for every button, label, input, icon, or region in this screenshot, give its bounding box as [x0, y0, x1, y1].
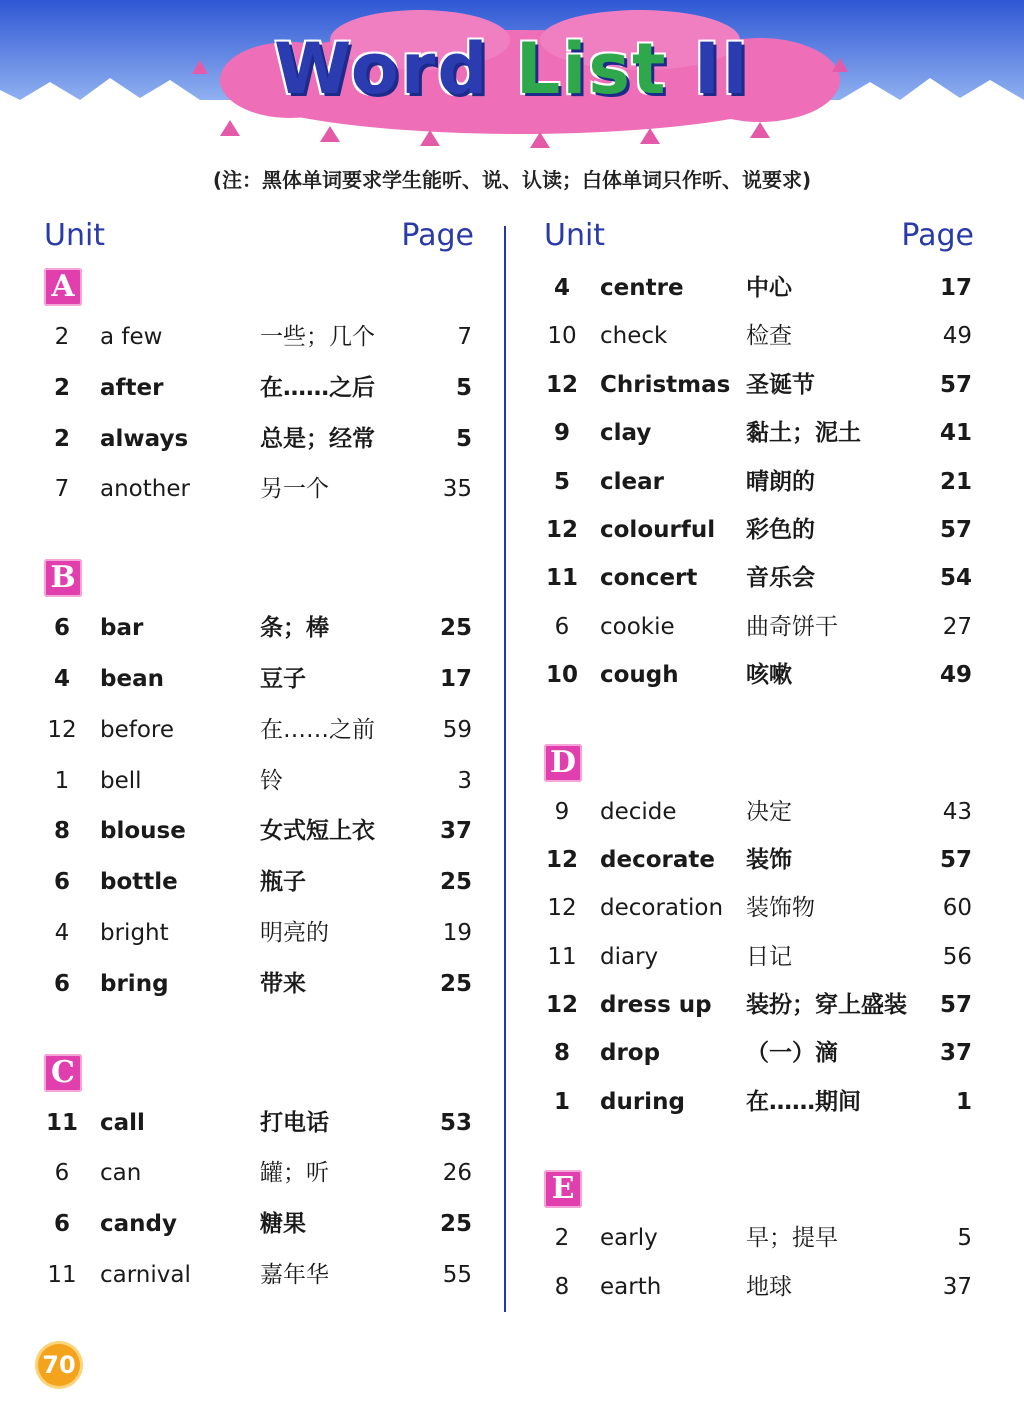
- english-word: decoration: [600, 895, 724, 922]
- chinese-meaning: 彩色的: [746, 516, 815, 543]
- page-reference: 27: [942, 613, 972, 640]
- chinese-meaning: 中心: [746, 275, 792, 301]
- chinese-meaning: 咳嗽: [746, 662, 792, 689]
- section-letter-badge: C: [44, 1054, 82, 1092]
- chinese-meaning: 黏土；泥土: [746, 420, 861, 447]
- word-row: [36, 857, 476, 908]
- letter-section: [36, 1050, 476, 1301]
- english-word: after: [100, 374, 164, 401]
- page-reference: 57: [939, 992, 972, 1019]
- word-row: [36, 312, 476, 363]
- unit-number: 1: [54, 767, 70, 794]
- page-reference: 49: [939, 662, 972, 689]
- page-reference: 17: [939, 275, 972, 301]
- column-divider: [504, 226, 506, 1312]
- unit-number: 6: [554, 613, 570, 640]
- english-word: blouse: [100, 818, 186, 845]
- unit-number: 12: [545, 846, 578, 873]
- page-reference: 26: [442, 1160, 472, 1187]
- english-word: drop: [600, 1040, 661, 1067]
- section-letter-badge: E: [544, 1170, 582, 1208]
- page-number-badge: 70: [38, 1344, 80, 1386]
- english-word: concert: [600, 565, 698, 592]
- english-word: clear: [600, 468, 664, 495]
- page-reference: 60: [942, 895, 972, 922]
- english-word: colourful: [600, 516, 716, 543]
- page-reference: 55: [442, 1261, 472, 1288]
- unit-number: 9: [554, 798, 570, 825]
- unit-number: 4: [553, 275, 570, 301]
- word-row: [36, 414, 476, 465]
- english-word: candy: [100, 1211, 177, 1238]
- word-row: [536, 1214, 976, 1262]
- unit-number: 5: [553, 468, 570, 495]
- unit-number: 8: [53, 818, 70, 845]
- english-word: centre: [600, 275, 684, 301]
- page-reference: 37: [439, 818, 472, 845]
- word-row: [36, 908, 476, 959]
- unit-number: 7: [54, 476, 70, 503]
- page-reference: 5: [455, 425, 472, 452]
- english-word: during: [600, 1088, 685, 1115]
- left-word-sections: [36, 264, 476, 1301]
- letter-section: [536, 264, 976, 700]
- unit-number: 4: [53, 665, 70, 692]
- page-reference: 57: [939, 371, 972, 398]
- section-letter-badge: D: [544, 744, 582, 782]
- word-row: [536, 651, 976, 699]
- word-row: [536, 312, 976, 360]
- word-row: [36, 654, 476, 705]
- instruction-note: (注：黑体单词要求学生能听、说、认读；白体单词只作听、说要求): [212, 168, 812, 192]
- english-word: another: [100, 476, 190, 503]
- chinese-meaning: 豆子: [260, 665, 306, 692]
- word-row: [536, 788, 976, 836]
- word-row: [536, 1078, 976, 1126]
- word-row: [536, 361, 976, 409]
- chinese-meaning: 地球: [746, 1273, 792, 1300]
- chinese-meaning: 音乐会: [746, 565, 815, 592]
- chinese-meaning: 决定: [746, 798, 792, 825]
- chinese-meaning: 在……期间: [746, 1088, 861, 1115]
- english-word: earth: [600, 1273, 662, 1300]
- unit-number: 6: [54, 1160, 70, 1187]
- letter-section: [36, 555, 476, 1009]
- unit-number: 10: [547, 323, 577, 350]
- english-word: cough: [600, 662, 679, 689]
- right-column: [536, 218, 976, 1351]
- page-reference: 49: [942, 323, 972, 350]
- english-word: bar: [100, 615, 144, 642]
- chinese-meaning: 打电话: [260, 1109, 329, 1136]
- word-row: [536, 458, 976, 506]
- page-reference: 25: [439, 970, 472, 997]
- unit-number: 12: [547, 895, 577, 922]
- unit-number: 12: [545, 516, 578, 543]
- word-row: [36, 603, 476, 654]
- page-reference: 41: [939, 420, 972, 447]
- unit-number: 9: [553, 420, 570, 447]
- chinese-meaning: 晴朗的: [746, 468, 815, 495]
- chinese-meaning: 罐；听: [260, 1160, 329, 1187]
- chinese-meaning: 圣诞节: [746, 371, 815, 398]
- title-word-2: List: [515, 28, 668, 110]
- page-reference: 56: [942, 943, 972, 970]
- english-word: decide: [600, 798, 677, 825]
- english-word: bright: [100, 919, 169, 946]
- english-word: cookie: [600, 613, 675, 640]
- english-word: early: [600, 1225, 658, 1252]
- chinese-meaning: 条；棒: [260, 615, 329, 642]
- english-word: before: [100, 716, 175, 743]
- chinese-meaning: 在……之后: [260, 374, 375, 401]
- chinese-meaning: 带来: [260, 970, 306, 997]
- column-header: [36, 218, 476, 264]
- right-word-sections: [536, 264, 976, 1311]
- english-word: carnival: [100, 1261, 191, 1288]
- word-row: [536, 981, 976, 1029]
- english-word: decorate: [600, 846, 715, 873]
- unit-number: 8: [553, 1040, 570, 1067]
- page-reference: 19: [442, 919, 472, 946]
- word-row: [36, 959, 476, 1010]
- page-reference: 5: [455, 374, 472, 401]
- chinese-meaning: 日记: [746, 943, 792, 970]
- unit-number: 2: [554, 1225, 570, 1252]
- chinese-meaning: 女式短上衣: [260, 818, 375, 845]
- unit-number: 6: [53, 615, 70, 642]
- page-reference: 25: [439, 869, 472, 896]
- unit-number: 4: [54, 919, 70, 946]
- letter-section: [536, 740, 976, 1127]
- unit-number: 11: [47, 1261, 77, 1288]
- chinese-meaning: 检查: [746, 323, 792, 350]
- unit-number: 10: [545, 662, 578, 689]
- chinese-meaning: 铃: [260, 767, 283, 794]
- word-row: [36, 1250, 476, 1301]
- english-word: can: [100, 1160, 142, 1187]
- word-row: [536, 933, 976, 981]
- word-row: [36, 756, 476, 807]
- section-letter-badge: B: [44, 559, 82, 597]
- unit-number: 1: [553, 1088, 570, 1115]
- unit-number: 11: [545, 565, 578, 592]
- page-reference: 59: [442, 716, 472, 743]
- letter-section: [536, 1166, 976, 1311]
- page-reference: 7: [457, 324, 472, 350]
- page-reference: 1: [955, 1088, 972, 1115]
- word-row: [536, 409, 976, 457]
- page-reference: 35: [442, 476, 472, 503]
- page-reference: 21: [939, 468, 972, 495]
- unit-number: 2: [53, 374, 70, 401]
- page-title: [0, 28, 1024, 110]
- chinese-meaning: 一些；几个: [260, 324, 375, 350]
- english-word: bean: [100, 665, 164, 692]
- page-reference: 37: [942, 1273, 972, 1300]
- unit-number: 8: [554, 1273, 570, 1300]
- english-word: check: [600, 323, 668, 350]
- unit-number: 12: [47, 716, 77, 743]
- chinese-meaning: 糖果: [260, 1211, 306, 1238]
- unit-number: 2: [53, 425, 70, 452]
- chinese-meaning: 瓶子: [260, 869, 306, 896]
- english-word: bring: [100, 970, 169, 997]
- english-word: always: [100, 425, 189, 452]
- page-reference: 25: [439, 1211, 472, 1238]
- word-row: [36, 363, 476, 414]
- page-header: Page: [401, 218, 474, 253]
- letter-section: [36, 264, 476, 515]
- word-row: [536, 554, 976, 602]
- page-reference: 5: [957, 1225, 972, 1252]
- unit-number: 11: [547, 943, 577, 970]
- word-row: [536, 1029, 976, 1077]
- chinese-meaning: 早；提早: [746, 1225, 838, 1252]
- page-header: Page: [901, 218, 974, 253]
- word-row: [36, 806, 476, 857]
- page-reference: 53: [439, 1109, 472, 1136]
- word-row: [536, 264, 976, 312]
- unit-number: 12: [545, 371, 578, 398]
- chinese-meaning: 装饰物: [746, 895, 815, 922]
- word-row: [536, 884, 976, 932]
- chinese-meaning: 装饰: [746, 846, 792, 873]
- page-reference: 37: [939, 1040, 972, 1067]
- word-row: [536, 836, 976, 884]
- page-reference: 17: [439, 665, 472, 692]
- english-word: bottle: [100, 869, 178, 896]
- english-word: diary: [600, 943, 659, 970]
- word-row: [536, 1263, 976, 1311]
- unit-header: Unit: [44, 218, 106, 253]
- title-word-3: II: [693, 28, 750, 110]
- english-word: call: [100, 1109, 145, 1136]
- column-header: [536, 218, 976, 264]
- word-row: [36, 1199, 476, 1250]
- chinese-meaning: 在……之前: [260, 716, 375, 743]
- page-reference: 57: [939, 516, 972, 543]
- title-word-1: Word: [273, 28, 490, 110]
- english-word: bell: [100, 767, 142, 794]
- unit-number: 11: [45, 1109, 78, 1136]
- english-word: Christmas: [600, 371, 731, 398]
- unit-number: 2: [54, 324, 70, 350]
- chinese-meaning: 嘉年华: [260, 1261, 329, 1288]
- word-row: [36, 1148, 476, 1199]
- english-word: dress up: [600, 992, 712, 1019]
- chinese-meaning: （一）滴: [746, 1040, 838, 1067]
- unit-number: 6: [53, 970, 70, 997]
- page-reference: 43: [942, 798, 972, 825]
- page-reference: 57: [939, 846, 972, 873]
- word-row: [536, 603, 976, 651]
- page-reference: 25: [439, 615, 472, 642]
- word-row: [36, 705, 476, 756]
- chinese-meaning: 总是；经常: [260, 425, 375, 452]
- word-row: [36, 464, 476, 515]
- chinese-meaning: 另一个: [260, 476, 329, 503]
- chinese-meaning: 装扮；穿上盛装: [746, 992, 907, 1019]
- chinese-meaning: 曲奇饼干: [746, 613, 838, 640]
- unit-number: 12: [545, 992, 578, 1019]
- english-word: clay: [600, 420, 652, 447]
- unit-header: Unit: [544, 218, 606, 253]
- left-column: [36, 218, 476, 1341]
- section-letter-badge: A: [44, 268, 82, 306]
- chinese-meaning: 明亮的: [260, 919, 329, 946]
- unit-number: 6: [53, 869, 70, 896]
- word-row: [36, 1098, 476, 1149]
- english-word: a few: [100, 324, 163, 350]
- page-reference: 54: [939, 565, 972, 592]
- page-reference: 3: [457, 767, 472, 794]
- unit-number: 6: [53, 1211, 70, 1238]
- word-row: [536, 506, 976, 554]
